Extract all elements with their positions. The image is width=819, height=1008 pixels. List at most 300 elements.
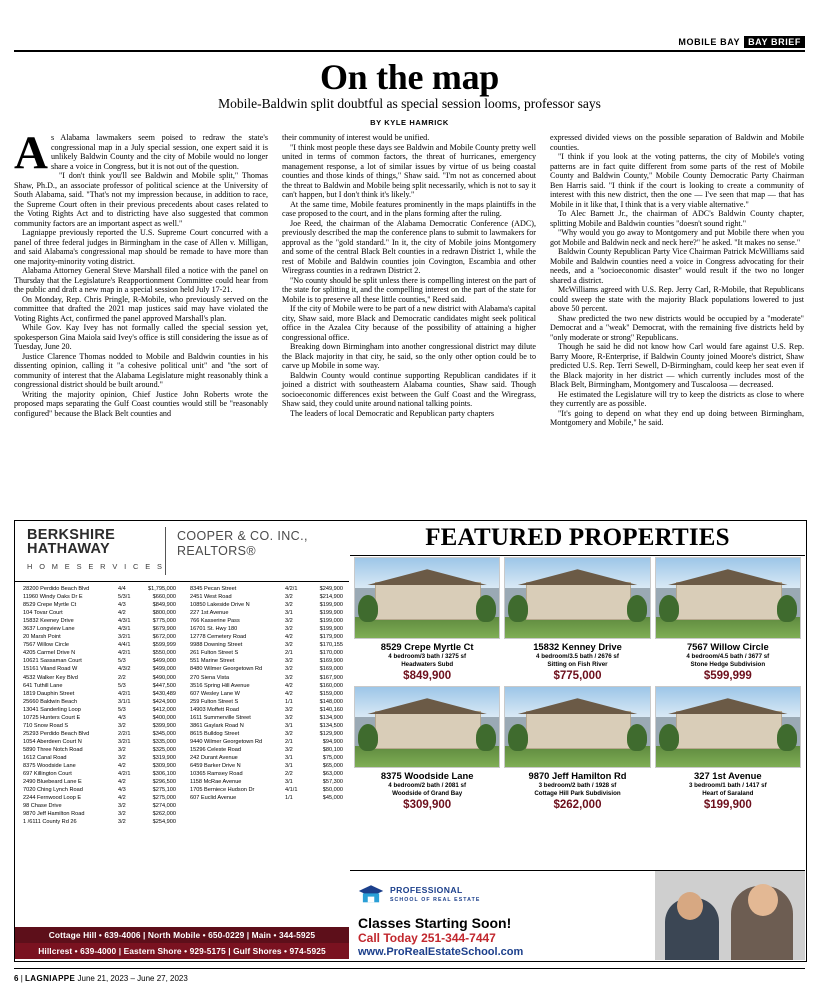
listing-address: 1612 Canal Road bbox=[23, 754, 67, 761]
listing-price: $254,900 bbox=[152, 819, 176, 826]
article-column-3 bbox=[550, 133, 804, 503]
listing-address: 1705 Berniece Hudson Dr bbox=[190, 787, 255, 794]
listing-beds-baths: 3/2 bbox=[118, 722, 126, 729]
property-subdivision: Stone Hedge Subdivision bbox=[690, 661, 766, 668]
listing-price: $1,795,000 bbox=[148, 586, 176, 592]
featured-property-card[interactable] bbox=[655, 686, 801, 811]
listing-address: 104 Tovar Court bbox=[23, 610, 63, 617]
listing-row bbox=[23, 633, 176, 641]
footer-rule bbox=[14, 968, 805, 969]
listing-price: $199,900 bbox=[319, 610, 343, 617]
listing-price: $325,000 bbox=[152, 746, 176, 753]
listing-address: 16701 St. Hwy 180 bbox=[190, 626, 238, 633]
listing-row bbox=[23, 738, 176, 746]
listing-address: 20 Marsh Point bbox=[23, 634, 61, 641]
listing-address: 2490 Bluebeard Lane E bbox=[23, 779, 82, 786]
masthead bbox=[0, 36, 819, 52]
listing-row bbox=[190, 625, 343, 633]
page-footer bbox=[14, 974, 188, 983]
listing-beds-baths: 4/2 bbox=[118, 795, 126, 802]
listing-row bbox=[190, 778, 343, 786]
paragraph: Alabama Attorney General Steve Marshall filed a notice with the panel on Thursday that the Legislature's Reapportionment Committee could hear from the public and draft a new map in a special session held July 17-21. bbox=[14, 266, 268, 294]
listing-address: 14903 Moffett Road bbox=[190, 706, 240, 713]
listing-address: 242 Durant Avenue bbox=[190, 754, 238, 761]
photo-tree bbox=[358, 724, 378, 751]
paragraph: "It's going to depend on what they end up doing between Birmingham, Montgomery and Mobile," he said. bbox=[550, 408, 804, 427]
listing-row bbox=[190, 762, 343, 770]
listing-address: 10850 Lakeside Drive N bbox=[190, 602, 250, 609]
listing-beds-baths: 2/1 bbox=[285, 738, 293, 745]
photo-face-right bbox=[748, 884, 778, 916]
article-column-1 bbox=[14, 127, 268, 503]
listing-address: 1054 Aberdeen Court N bbox=[23, 738, 82, 745]
listing-address: 8529 Crepe Myrtle Ct bbox=[23, 602, 77, 609]
listing-beds-baths: 3/2/1 bbox=[118, 738, 131, 745]
photo-house bbox=[375, 711, 481, 750]
listing-row bbox=[23, 609, 176, 617]
masthead-section-tag: BAY BRIEF bbox=[744, 36, 805, 48]
listing-row bbox=[23, 698, 176, 706]
listing-row bbox=[23, 746, 176, 754]
listing-price: $80,100 bbox=[322, 746, 343, 753]
property-details: 4 bedroom/3.5 bath / 2676 sf bbox=[536, 653, 619, 660]
listing-price: $275,100 bbox=[152, 787, 176, 794]
listing-beds-baths: 4/4/1 bbox=[118, 642, 131, 649]
listing-address: 697 Killington Court bbox=[23, 771, 72, 778]
listing-address: 28200 Perdido Beach Blvd bbox=[23, 586, 90, 592]
property-details: 3 bedroom/1 bath / 1417 sf bbox=[688, 782, 767, 789]
listing-address: 641 Tuthill Lane bbox=[23, 682, 63, 689]
listing-row bbox=[190, 609, 343, 617]
featured-properties-title: FEATURED PROPERTIES bbox=[350, 521, 805, 556]
listing-address: 227 1st Avenue bbox=[190, 610, 229, 617]
listing-beds-baths: 4/2 bbox=[118, 779, 126, 786]
property-photo bbox=[354, 686, 500, 768]
listing-beds-baths: 3/2 bbox=[285, 642, 293, 649]
listing-row bbox=[23, 818, 176, 826]
listing-price: $424,900 bbox=[152, 698, 176, 705]
photo-face-left bbox=[677, 892, 703, 920]
listing-row bbox=[23, 794, 176, 802]
listings-column-left bbox=[15, 582, 182, 912]
listing-price: $169,900 bbox=[319, 658, 343, 665]
listing-beds-baths: 3/1 bbox=[285, 722, 293, 729]
listing-beds-baths: 2/1 bbox=[285, 650, 293, 657]
photo-tree bbox=[627, 724, 647, 751]
listing-price: $679,900 bbox=[152, 626, 176, 633]
property-photo bbox=[655, 557, 801, 639]
listing-beds-baths: 3/2 bbox=[285, 602, 293, 609]
article-body bbox=[14, 127, 805, 503]
paragraph: their community of interest would be unified. bbox=[282, 133, 430, 142]
paragraph: "I don't think you'll see Baldwin and Mobile split," Thomas Shaw, Ph.D., an associate professor of political science at the University of South Alabama, said. "That's not my impression because, in addition to race, the Supreme Court often in their previous precedents about cases related to the Voting Rights Act and to districting have also suggested that common community factors are an important aspect as well." bbox=[14, 171, 268, 228]
listing-price: $345,000 bbox=[152, 730, 176, 737]
listing-address: 2244 Fernwood Loop E bbox=[23, 795, 82, 802]
listing-row bbox=[23, 802, 176, 810]
photo-tree bbox=[659, 724, 679, 751]
listing-row bbox=[23, 778, 176, 786]
listing-beds-baths: 5/3 bbox=[118, 682, 126, 689]
school-photo bbox=[655, 871, 805, 960]
listing-row bbox=[23, 730, 176, 738]
listing-beds-baths: 4/2 bbox=[118, 763, 126, 770]
listing-beds-baths: 4/3/2 bbox=[118, 666, 131, 673]
listing-price: $490,000 bbox=[152, 674, 176, 681]
listing-address: 10725 Hunters Court E bbox=[23, 714, 81, 721]
listings-table bbox=[15, 582, 349, 912]
listing-row bbox=[190, 722, 343, 730]
paragraph: He estimated the Legislature will try to keep the districts as close to where they currently are as possible. bbox=[550, 389, 804, 408]
listing-price: $399,900 bbox=[152, 722, 176, 729]
listing-beds-baths: 4/2/1 bbox=[118, 650, 131, 657]
paragraph: If the city of Mobile were to be part of a new district with Alabama's capital city, Shaw said, more Black and Democratic candidates might seek political office in the Azalea City because of the possibility of attaining a higher congressional office. bbox=[282, 304, 536, 342]
listing-address: 259 Fulton Street S bbox=[190, 698, 239, 705]
masthead-brand bbox=[678, 36, 805, 48]
photo-tree bbox=[777, 724, 797, 751]
listing-price: $499,000 bbox=[152, 666, 176, 673]
photo-tree bbox=[508, 724, 528, 751]
listing-price: $660,000 bbox=[152, 594, 176, 601]
property-price: $775,000 bbox=[553, 670, 602, 682]
listing-beds-baths: 5/3 bbox=[118, 658, 126, 665]
brokerage-header bbox=[15, 521, 349, 582]
coop-line2: REALTORS® bbox=[177, 544, 257, 558]
listing-row bbox=[23, 690, 176, 698]
drop-cap: A bbox=[14, 127, 48, 179]
listing-row bbox=[23, 770, 176, 778]
listing-address: 8480 Wilmer Georgetown Rd bbox=[190, 666, 263, 673]
listing-row bbox=[190, 746, 343, 754]
listing-row bbox=[190, 585, 343, 593]
listing-address: 270 Siena Vista bbox=[190, 674, 230, 681]
listing-address: 15161 Viland Road W bbox=[23, 666, 78, 673]
property-photo bbox=[504, 557, 650, 639]
listing-beds-baths: 4/2/1 bbox=[118, 690, 131, 697]
listing-beds-baths: 3/2 bbox=[118, 811, 126, 818]
property-subdivision: Cottage Hill Park Subdivision bbox=[534, 790, 621, 797]
featured-properties-grid bbox=[354, 557, 801, 811]
page-title: On the map bbox=[319, 57, 500, 97]
listing-row bbox=[23, 657, 176, 665]
photo-tree bbox=[659, 595, 679, 622]
listing-price: $296,500 bbox=[152, 779, 176, 786]
office-contact-line-2[interactable]: Hillcrest • 639-4000 | Eastern Shore • 929-5175 | Gulf Shores • 974-5925 bbox=[15, 943, 349, 959]
paragraph: Lagniappe previously reported the U.S. Supreme Court concurred with a panel of three federal judges in Birmingham in the case of Allen v. Milligan, and said Alabama's congressional map should be remade to have more than one majority-minority voting district. bbox=[14, 228, 268, 266]
listing-address: 7567 Willow Circle bbox=[23, 642, 70, 649]
page-number: 6 bbox=[14, 974, 19, 983]
listing-address: 1158 McRae Avenue bbox=[190, 779, 242, 786]
paragraph: Shaw predicted the two new districts would be occupied by a "moderate" Democrat and a "weak" Democrat, with the remaining five districts held by "only moderate or strong" Republicans. bbox=[550, 313, 804, 342]
listing-address: 8345 Pecan Street bbox=[190, 586, 237, 592]
listing-price: $199,900 bbox=[319, 626, 343, 633]
property-address: 8529 Crepe Myrtle Ct bbox=[380, 641, 474, 652]
listing-beds-baths: 3/1 bbox=[285, 779, 293, 786]
photo-tree bbox=[476, 724, 496, 751]
listing-beds-baths: 3/2 bbox=[285, 674, 293, 681]
featured-property-card[interactable] bbox=[354, 557, 500, 682]
listing-address: 4205 Carmel Drive N bbox=[23, 650, 76, 657]
photo-tree bbox=[476, 595, 496, 622]
featured-property-card[interactable] bbox=[354, 686, 500, 811]
article-byline: BY KYLE HAMRICK bbox=[370, 118, 449, 127]
listing-beds-baths: 3/2 bbox=[118, 754, 126, 761]
listing-beds-baths: 3/2/1 bbox=[118, 634, 131, 641]
masthead-brand-label: MOBILE BAY bbox=[678, 37, 741, 47]
listing-row bbox=[190, 593, 343, 601]
listing-row bbox=[190, 601, 343, 609]
listing-price: $499,000 bbox=[152, 658, 176, 665]
listing-beds-baths: 5/3 bbox=[118, 706, 126, 713]
brokerage-name bbox=[27, 528, 115, 556]
listing-price: $129,900 bbox=[319, 730, 343, 737]
photo-house bbox=[375, 582, 481, 621]
listing-price: $262,000 bbox=[152, 811, 176, 818]
listing-beds-baths: 4/3/1 bbox=[118, 626, 131, 633]
listing-address: 98 Chase Drive bbox=[23, 803, 62, 810]
property-photo bbox=[354, 557, 500, 639]
brokerage-panel bbox=[15, 521, 349, 959]
school-brand-name: PROFESSIONAL bbox=[390, 885, 463, 895]
listing-price: $140,160 bbox=[319, 706, 343, 713]
footer-separator: | bbox=[20, 974, 25, 983]
listing-price: $275,000 bbox=[152, 795, 176, 802]
listing-address: 607 Wesley Lane W bbox=[190, 690, 240, 697]
featured-property-card[interactable] bbox=[504, 557, 650, 682]
listing-beds-baths: 2/2/1 bbox=[118, 730, 131, 737]
paragraph: "No county should be split unless there is compelling interest on the part of the state for splitting it, and the compelling interest on the part of the state for Mobile is to preserve all these little counties," Reed said. bbox=[282, 275, 536, 304]
photo-tree bbox=[508, 595, 528, 622]
property-price: $262,000 bbox=[553, 799, 602, 811]
cooperating-brokerage bbox=[177, 529, 308, 559]
featured-property-card[interactable] bbox=[504, 686, 650, 811]
listing-price: $775,000 bbox=[152, 618, 176, 625]
paragraph: Baldwin County Republican Party Vice Chairman Patrick McWilliams said Mobile and Baldwin counties need a voice in Congress advocating for their needs, and a "socioeconomic disaster" would result if the two no longer shared a district. bbox=[550, 247, 804, 285]
listing-address: 4532 Walker Key Blvd bbox=[23, 674, 78, 681]
listing-address: 15832 Keeney Drive bbox=[23, 618, 74, 625]
listing-row bbox=[190, 770, 343, 778]
listing-address: 25293 Perdido Beach Blvd bbox=[23, 730, 90, 737]
brokerage-subtitle: H O M E S E R V I C E S bbox=[27, 562, 165, 571]
listing-price: $199,000 bbox=[319, 618, 343, 625]
listing-price: $159,000 bbox=[319, 690, 343, 697]
property-photo bbox=[504, 686, 650, 768]
listing-price: $306,100 bbox=[152, 771, 176, 778]
listing-price: $148,000 bbox=[319, 698, 343, 705]
listing-row bbox=[190, 794, 343, 802]
photo-tree bbox=[777, 595, 797, 622]
brokerage-name-line2: HATHAWAY bbox=[27, 541, 110, 557]
listing-beds-baths: 3/2 bbox=[118, 746, 126, 753]
listing-row bbox=[23, 617, 176, 625]
real-estate-advertisement bbox=[14, 520, 807, 962]
listing-price: $167,900 bbox=[319, 674, 343, 681]
brokerage-name-line1: BERKSHIRE bbox=[27, 527, 116, 543]
listings-column-right bbox=[182, 582, 349, 912]
property-caption bbox=[655, 768, 801, 811]
listing-beds-baths: 4/1/1 bbox=[285, 787, 298, 794]
listing-address: 2451 West Road bbox=[190, 594, 232, 601]
property-subdivision: Headwaters Subd bbox=[401, 661, 454, 668]
listing-beds-baths: 3/2 bbox=[118, 803, 126, 810]
school-brand bbox=[390, 885, 480, 905]
listing-beds-baths: 4/3 bbox=[118, 787, 126, 794]
paragraph: To Alec Barnett Jr., the chairman of ADC's Baldwin County chapter, splitting Mobile and Baldwin counties "doesn't sound right." bbox=[550, 209, 804, 228]
property-caption bbox=[504, 768, 650, 811]
property-address: 327 1st Avenue bbox=[694, 770, 762, 781]
property-caption bbox=[354, 768, 500, 811]
listing-address: 7020 Ching Lynch Road bbox=[23, 787, 83, 794]
paragraph: McWilliams agreed with U.S. Rep. Jerry Carl, R-Mobile, that Republicans could sweep the state with the majority Black populations lowered to just above 50 percent. bbox=[550, 285, 804, 313]
listing-row bbox=[23, 601, 176, 609]
school-phone[interactable]: Call Today 251-344-7447 bbox=[358, 931, 496, 945]
paragraph-text: s Alabama lawmakers seem poised to redraw the state's congressional map in a July special session, one expert said it is unlikely Baldwin County and the city of Mobile would no longer share a voice in Congress, but it is not out of the question. bbox=[50, 133, 268, 171]
paragraph: At the same time, Mobile features prominently in the maps plaintiffs in the case proposed to the court, and in the plans forming after the ruling. bbox=[282, 199, 536, 218]
property-subdivision: Heart of Saraland bbox=[702, 790, 754, 797]
paragraph: Baldwin County would continue supporting Republican candidates if it joined a district with southeastern Alabama counties, Shaw said. Though socioeconomic differences exist between the Gulf Coast and the Wiregrass, Shaw said, they could unite around national talking points. bbox=[282, 370, 536, 408]
listing-price: $134,500 bbox=[319, 722, 343, 729]
listing-price: $274,000 bbox=[152, 803, 176, 810]
listing-price: $45,000 bbox=[322, 795, 343, 802]
listing-beds-baths: 3/2 bbox=[285, 658, 293, 665]
listing-address: 5890 Three Notch Road bbox=[23, 746, 83, 753]
listing-row bbox=[190, 674, 343, 682]
listing-row bbox=[190, 617, 343, 625]
listing-row bbox=[190, 657, 343, 665]
listing-row bbox=[23, 786, 176, 794]
listing-beds-baths: 3/2 bbox=[285, 714, 293, 721]
listing-address: 1611 Summerville Street bbox=[190, 714, 251, 721]
brokerage-divider bbox=[165, 527, 166, 575]
paragraph: While Gov. Kay Ivey has not formally called the special session yet, spokesperson Gina Maiola said Ivey's office is still considering the issue as of Tuesday, June 20. bbox=[14, 323, 268, 351]
listing-address: 10621 Sassaman Court bbox=[23, 658, 82, 665]
paragraph: Joe Reed, the chairman of the Alabama Democratic Conference (ADC), previously described the map the conference plans to submit to lawmakers for approval as the "gold standard." In it, the city of Mobile joins Montgomery and some of the central Black Belt counties in a redrawn District 1, while the rest of Mobile and Baldwin counties join Covington, Escambia and other Wiregrass counties in a redrawn District 2. bbox=[282, 218, 536, 275]
listing-address: 13041 Sanderling Loop bbox=[23, 706, 81, 713]
listing-beds-baths: 3/2 bbox=[285, 618, 293, 625]
listing-beds-baths: 4/3/1 bbox=[118, 618, 131, 625]
property-subdivision: Woodside of Grand Bay bbox=[392, 790, 463, 797]
featured-property-card[interactable] bbox=[655, 557, 801, 682]
listing-row bbox=[190, 738, 343, 746]
listing-row bbox=[23, 665, 176, 673]
listing-price: $412,000 bbox=[152, 706, 176, 713]
listing-address: 9988 Downing Street bbox=[190, 642, 243, 649]
listing-row bbox=[190, 786, 343, 794]
photo-house bbox=[526, 582, 632, 621]
listing-price: $134,900 bbox=[319, 714, 343, 721]
listing-address: 8375 Woodside Lane bbox=[23, 763, 76, 770]
listing-address: 12778 Cemetery Road bbox=[190, 634, 247, 641]
listing-beds-baths: 3/2 bbox=[118, 819, 126, 826]
listing-row bbox=[190, 730, 343, 738]
listing-row bbox=[23, 762, 176, 770]
property-price: $309,900 bbox=[403, 799, 452, 811]
listing-address: 9870 Jeff Hamilton Road bbox=[23, 811, 85, 818]
paragraph: "I think if you look at the voting patterns, the city of Mobile's voting patterns are in fact quite different from some parts of the rest of Mobile County and Baldwin County," Mobile County Democratic Party Chairman Ben Harris said. "I think if the court is looking to create a community of interest with this new district, then the one — I've seen that map — that has Mobile in it like that, I think that is a very viable alternative." bbox=[550, 152, 804, 209]
listing-row bbox=[190, 682, 343, 690]
masthead-rule bbox=[14, 50, 805, 52]
listing-address: 3861 Gaylark Road N bbox=[190, 722, 244, 729]
property-address: 9870 Jeff Hamilton Rd bbox=[528, 770, 627, 781]
listing-beds-baths: 3/2 bbox=[285, 706, 293, 713]
listing-price: $430,489 bbox=[152, 690, 176, 697]
listing-row bbox=[190, 690, 343, 698]
publication-name: LAGNIAPPE bbox=[25, 974, 76, 983]
listing-price: $849,900 bbox=[152, 602, 176, 609]
property-address: 15832 Kenney Drive bbox=[533, 641, 622, 652]
listing-price: $800,000 bbox=[152, 610, 176, 617]
paragraph: expressed divided views on the possible separation of Baldwin and Mobile counties. bbox=[550, 133, 804, 152]
listing-address: 9440 Wilmer Georgetown Rd bbox=[190, 738, 263, 745]
property-caption bbox=[504, 639, 650, 682]
listing-address: 261 Fulton Street S bbox=[190, 650, 239, 657]
listing-row bbox=[190, 714, 343, 722]
listing-row bbox=[23, 649, 176, 657]
listing-price: $199,900 bbox=[319, 602, 343, 609]
paragraph: Breaking down Birmingham into another congressional district may dilute the Black majority in that city, he said, so the only other option could be to carve up Mobile in some way. bbox=[282, 342, 536, 370]
listing-beds-baths: 3/1 bbox=[285, 754, 293, 761]
listing-row bbox=[190, 633, 343, 641]
office-contact-line-1[interactable]: Cottage Hill • 639-4006 | North Mobile • 650-0229 | Main • 344-5925 bbox=[15, 927, 349, 943]
article-deck: Mobile-Baldwin split doubtful as special session looms, professor says bbox=[218, 96, 601, 111]
listing-address: 15296 Celeste Road bbox=[190, 746, 242, 753]
photo-house bbox=[676, 711, 782, 750]
listing-beds-baths: 4/2 bbox=[285, 682, 293, 689]
listing-beds-baths: 2/2 bbox=[285, 771, 293, 778]
listing-price: $57,300 bbox=[322, 779, 343, 786]
listing-row bbox=[23, 585, 176, 593]
listing-price: $599,999 bbox=[152, 642, 176, 649]
listing-price: $214,900 bbox=[319, 594, 343, 601]
listing-address: 766 Kasserine Pass bbox=[190, 618, 240, 625]
listing-beds-baths: 4/2 bbox=[285, 690, 293, 697]
listing-row bbox=[190, 706, 343, 714]
listing-beds-baths: 4/2 bbox=[118, 610, 126, 617]
listing-row bbox=[190, 698, 343, 706]
listing-price: $63,000 bbox=[322, 771, 343, 778]
listing-address: 11960 Windy Oaks Dr E bbox=[23, 594, 83, 601]
listing-price: $169,000 bbox=[319, 666, 343, 673]
paragraph bbox=[14, 127, 268, 179]
listing-price: $65,000 bbox=[322, 763, 343, 770]
property-photo bbox=[655, 686, 801, 768]
listing-row bbox=[23, 714, 176, 722]
listing-beds-baths: 3/1 bbox=[285, 763, 293, 770]
listing-price: $447,500 bbox=[152, 682, 176, 689]
listing-beds-baths: 4/2 bbox=[285, 634, 293, 641]
listing-beds-baths: 3/2 bbox=[285, 666, 293, 673]
paragraph: "Why would you go away to Montgomery and put Mobile there when you got Mobile and Baldwin neck and neck here?" he asked. "It makes no sense." bbox=[550, 228, 804, 247]
property-details: 4 bedroom/4.5 bath / 3677 sf bbox=[686, 653, 770, 660]
property-address: 7567 Willow Circle bbox=[686, 641, 769, 652]
listing-beds-baths: 4/3 bbox=[118, 602, 126, 609]
listing-price: $179,900 bbox=[319, 634, 343, 641]
listing-price: $170,000 bbox=[319, 650, 343, 657]
photo-house bbox=[526, 711, 632, 750]
office-contact-block bbox=[15, 927, 349, 959]
property-price: $199,900 bbox=[703, 799, 752, 811]
school-advertisement bbox=[350, 870, 805, 961]
listing-beds-baths: 3/1 bbox=[285, 610, 293, 617]
listing-row bbox=[23, 682, 176, 690]
listing-address: 6459 Barker Drive N bbox=[190, 763, 241, 770]
listing-beds-baths: 4/2/1 bbox=[285, 586, 298, 592]
school-website-link[interactable]: www.ProRealEstateSchool.com bbox=[358, 946, 524, 958]
listing-row bbox=[23, 674, 176, 682]
paragraph: The leaders of local Democratic and Republican party chapters bbox=[290, 408, 495, 418]
listing-row bbox=[23, 754, 176, 762]
property-price: $849,900 bbox=[403, 670, 452, 682]
listing-row bbox=[190, 754, 343, 762]
